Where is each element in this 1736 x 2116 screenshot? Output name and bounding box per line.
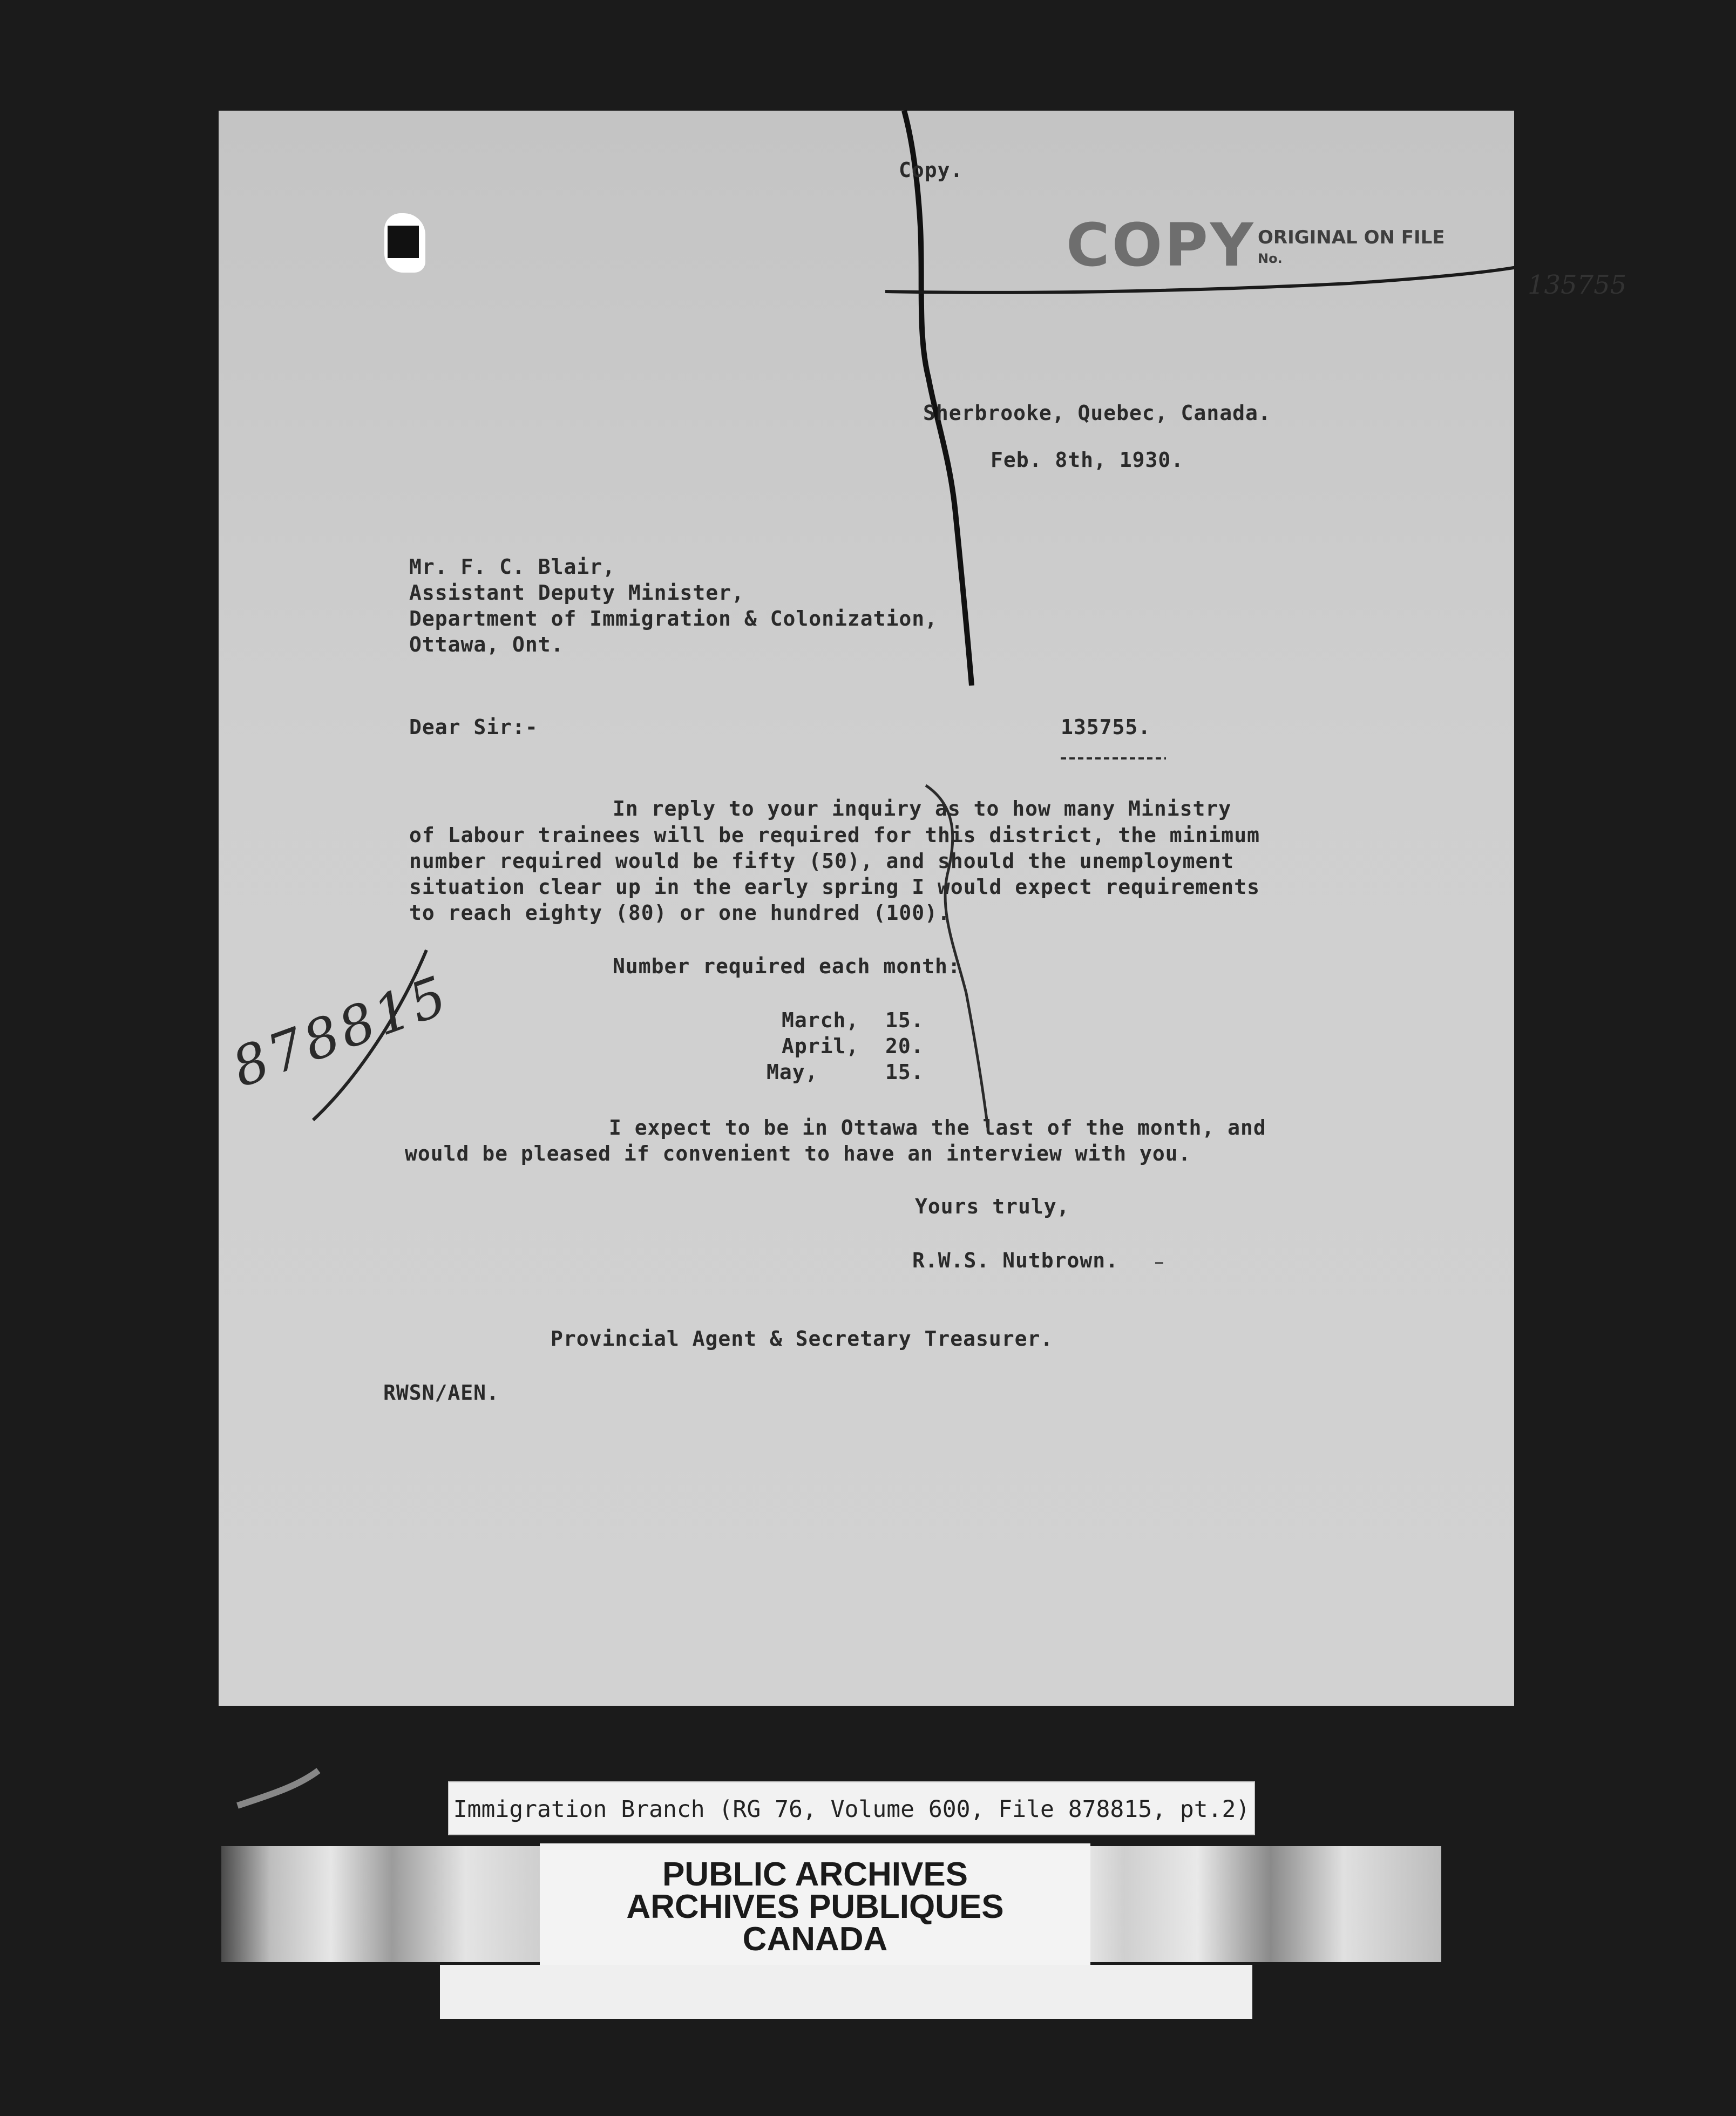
- paragraph-line: would be pleased if convenient to have an interview with you.: [405, 1142, 1191, 1165]
- original-on-file-stamp: ORIGINAL ON FILE: [1258, 227, 1445, 248]
- signatory-title: Provincial Agent & Secretary Treasurer.: [551, 1327, 1054, 1351]
- copy-mark: Copy.: [899, 158, 964, 182]
- archive-line-en: PUBLIC ARCHIVES: [662, 1856, 968, 1893]
- month-count: 15.: [885, 1060, 924, 1084]
- paragraph-line: In reply to your inquiry as to how many Ministry: [613, 797, 1232, 820]
- month-label: May,: [767, 1060, 818, 1084]
- typist-initials: RWSN/AEN.: [383, 1381, 499, 1405]
- paragraph-line: number required would be fifty (50), and should the unemployment: [409, 849, 1235, 873]
- month-count: 15.: [885, 1008, 924, 1032]
- archive-reference-label: Immigration Branch (RG 76, Volume 600, File 878815, pt.2): [448, 1781, 1255, 1835]
- paragraph-line: situation clear up in the early spring I would expect requirements: [409, 875, 1260, 899]
- archive-label: [540, 1843, 1090, 1965]
- month-label: April,: [782, 1034, 859, 1058]
- copy-stamp: COPY: [1066, 211, 1256, 280]
- label-scrap: [238, 1771, 318, 1806]
- paragraph-line: to reach eighty (80) or one hundred (100).: [409, 901, 951, 925]
- file-number: 135755.: [1061, 715, 1151, 739]
- paragraph-line: I expect to be in Ottawa the last of the month, and: [609, 1116, 1266, 1140]
- addressee-line: Department of Immigration & Colonization,: [409, 607, 938, 630]
- addressee-line: Assistant Deputy Minister,: [409, 581, 744, 605]
- closing: Yours truly,: [915, 1195, 1070, 1218]
- archive-line-fr: ARCHIVES PUBLIQUES: [626, 1888, 1004, 1925]
- date: Feb. 8th, 1930.: [991, 448, 1184, 472]
- addressee-line: Ottawa, Ont.: [409, 633, 564, 656]
- signature: R.W.S. Nutbrown.: [912, 1249, 1119, 1272]
- salutation: Dear Sir:-: [409, 715, 538, 739]
- place: Sherbrooke, Quebec, Canada.: [923, 401, 1271, 425]
- month-label: March,: [782, 1008, 859, 1032]
- stamp-number-label: No.: [1258, 251, 1283, 266]
- blank-label: [440, 1965, 1252, 2019]
- monthly-heading: Number required each month:: [613, 954, 961, 978]
- tear-line: [904, 111, 972, 686]
- month-count: 20.: [885, 1034, 924, 1058]
- handwritten-reference: 135755: [1528, 270, 1627, 300]
- paragraph-line: of Labour trainees will be required for this district, the minimum: [409, 823, 1260, 847]
- handwritten-file-number: 878815: [223, 963, 458, 1100]
- addressee-line: Mr. F. C. Blair,: [409, 555, 616, 579]
- archive-line-country: CANADA: [742, 1921, 888, 1958]
